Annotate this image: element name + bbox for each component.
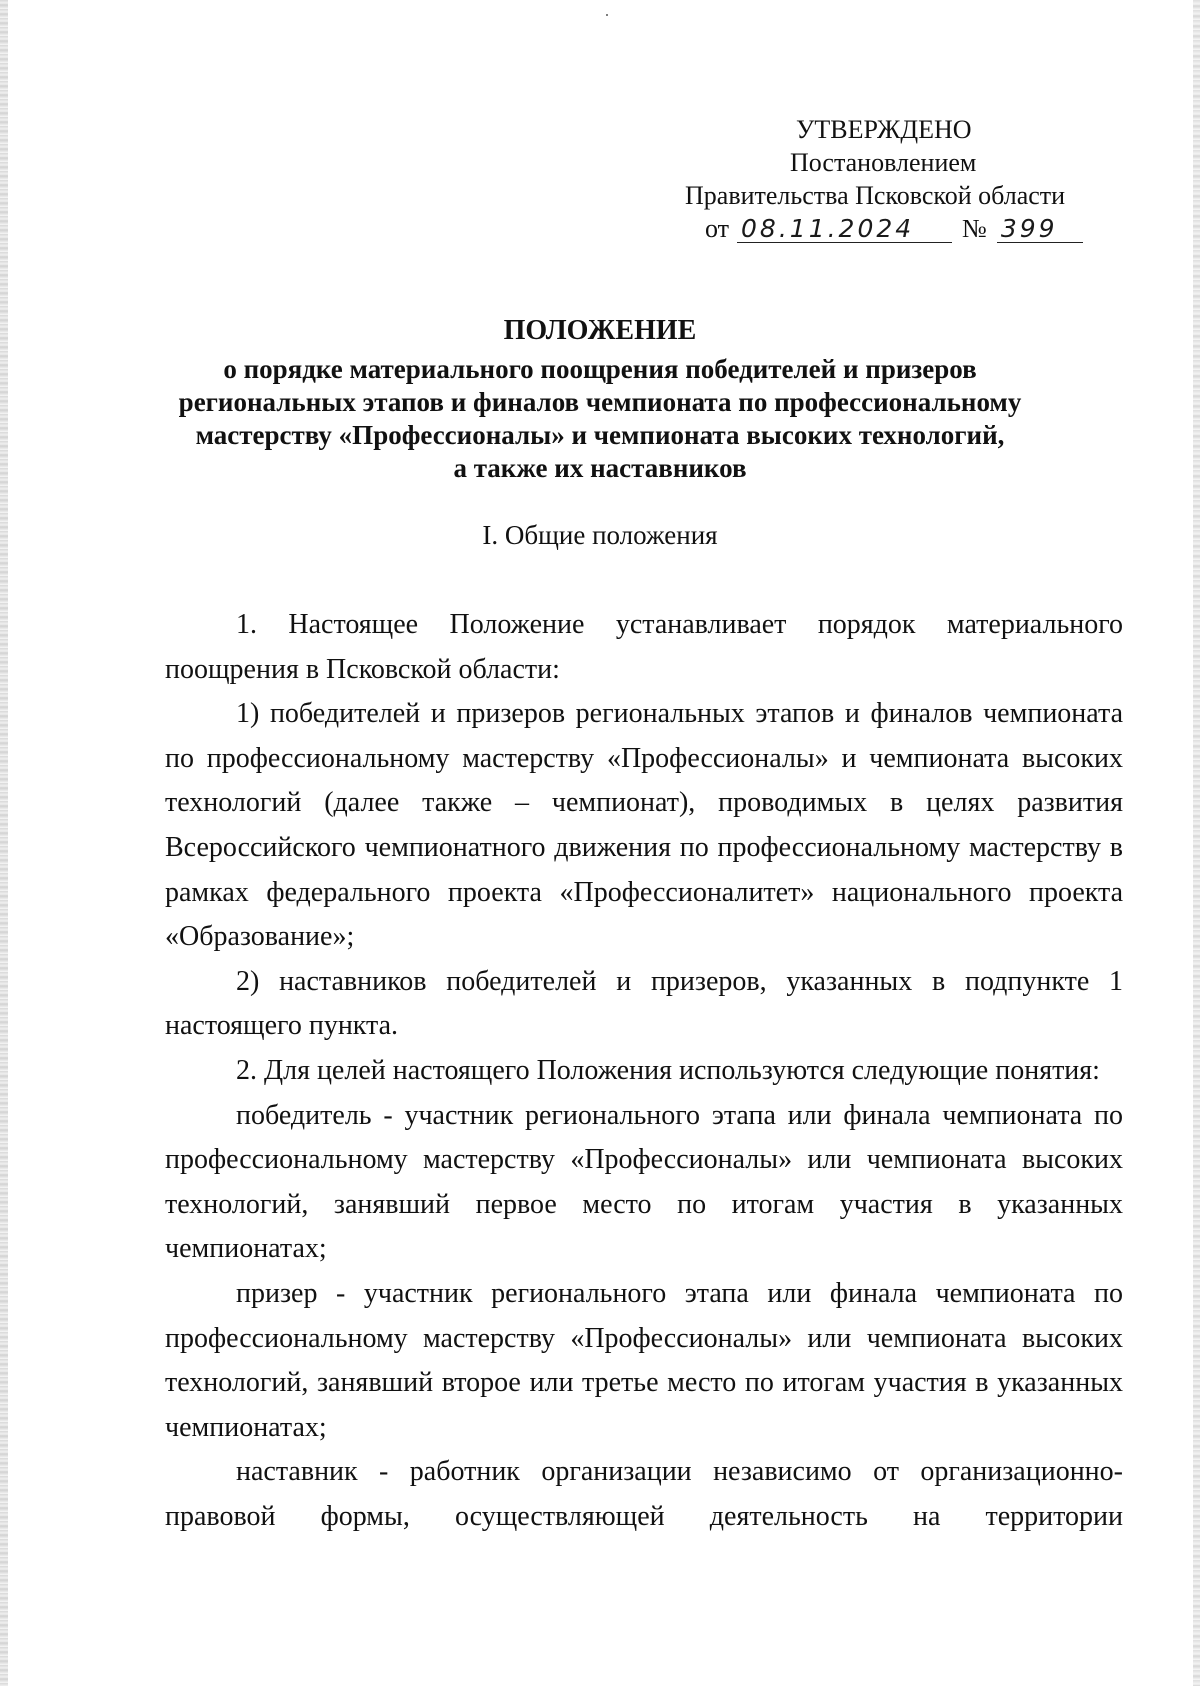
paragraph: наставник - работник организации независимо от организационно-правовой формы, осуществляющей деятельность на территории bbox=[165, 1456, 1123, 1532]
title-line: о порядке материального поощрения победителей и призеров bbox=[223, 354, 977, 384]
paragraph: 2) наставников победителей и призеров, указанных в подпункте 1 настоящего пункта. bbox=[165, 965, 1123, 1042]
section-heading: I. Общие положения bbox=[482, 520, 718, 550]
number-label: № bbox=[962, 214, 987, 243]
document-title bbox=[140, 314, 1060, 485]
from-label: от bbox=[705, 214, 730, 243]
approval-block bbox=[668, 113, 1108, 245]
title-line: а также их наставников bbox=[453, 453, 747, 483]
scan-speck bbox=[606, 14, 608, 16]
approval-date-number bbox=[668, 212, 1108, 245]
paragraph: 1. Настоящее Положение устанавливает порядок материального поощрения в Псковской области: bbox=[165, 609, 1123, 685]
approval-approved: УТВЕРЖДЕНО bbox=[796, 115, 972, 144]
title-line: мастерству «Профессионалы» и чемпионата высоких технологий, bbox=[195, 420, 1005, 450]
paragraph: 1) победителей и призеров региональных этапов и финалов чемпионата по профессиональному мастерству «Профессионалы» и чемпионата высоких технологий (далее также – чемпионат), проводимых в целях развития Всероссийского чемпионатного движения по профессиональному мастерству в рамках федерального проекта «Профессионалитет» национального проекта «Образование»; bbox=[165, 698, 1123, 953]
scan-left-edge bbox=[0, 0, 8, 1686]
approval-government: Правительства Псковской области bbox=[685, 181, 1066, 210]
paragraph: победитель - участник регионального этапа или финала чемпионата по профессиональному мастерству «Профессионалы» или чемпионата высоких технологий, занявший первое место по итогам участия в указанных чемпионатах; bbox=[165, 1099, 1123, 1265]
paragraph: призер - участник регионального этапа или финала чемпионата по профессиональному мастерству «Профессионалы» или чемпионата высоких технологий, занявший второе или третье место по итогам участия в указанных чемпионатах; bbox=[165, 1277, 1123, 1443]
document-body bbox=[165, 603, 1123, 1539]
decree-number: 399 bbox=[997, 216, 1083, 243]
paragraph: 2. Для целей настоящего Положения используются следующие понятия: bbox=[236, 1054, 1100, 1086]
scan-right-edge bbox=[1193, 0, 1200, 1686]
decree-date: 08.11.2024 bbox=[737, 216, 952, 243]
title-main: ПОЛОЖЕНИЕ bbox=[503, 315, 697, 346]
approval-by-decree: Постановлением bbox=[790, 148, 977, 177]
title-line: региональных этапов и финалов чемпионата по профессиональному bbox=[178, 387, 1022, 417]
